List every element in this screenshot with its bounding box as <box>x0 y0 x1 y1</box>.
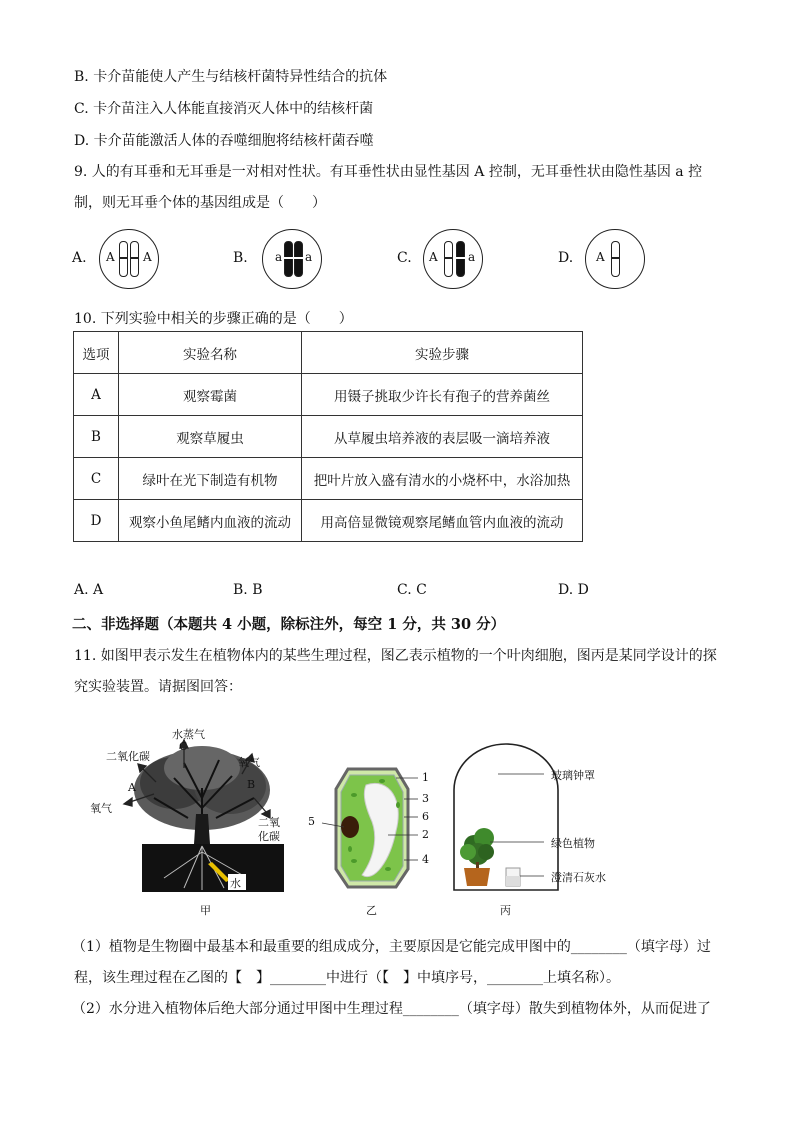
q9-option-c-cell <box>423 229 483 289</box>
q10-answer-a: A. A <box>74 582 104 598</box>
cell-number-1: 1 <box>422 771 429 784</box>
q11-sub1-line2: 程，该生理过程在乙图的【 】________中进行（【 】中填序号，________上填名称）。 <box>74 970 620 986</box>
q9-option-a-cell <box>99 229 159 289</box>
cell-number-3: 3 <box>422 792 429 805</box>
gene-right: a <box>305 250 313 264</box>
figure-jia <box>84 728 294 918</box>
q8-option-d: D. 卡介苗能激活人体的吞噬细胞将结核杆菌吞噬 <box>74 133 374 149</box>
q9-option-c-label: C. <box>397 250 412 266</box>
table-cell: C <box>74 458 119 500</box>
caption-bing: 丙 <box>500 904 511 917</box>
q10-stem: 10. 下列实验中相关的步骤正确的是（ ） <box>74 311 353 327</box>
caption-jia: 甲 <box>200 904 211 917</box>
cell-number-4: 4 <box>422 853 429 866</box>
table-cell: 用镊子挑取少许长有孢子的营养菌丝 <box>302 374 583 416</box>
q10-answer-d: D. D <box>558 582 589 598</box>
chromosome-left <box>284 241 293 277</box>
label-oxygen-right: 氧气 <box>238 756 260 769</box>
bell-jar-illustration <box>448 740 568 892</box>
label-co2-right-1: 二氧 <box>258 816 280 829</box>
figure-yi <box>304 765 440 920</box>
q9-stem-line2: 制，则无耳垂个体的基因组成是（ ） <box>74 195 326 211</box>
table-cell: 观察小鱼尾鳍内血液的流动 <box>119 500 302 542</box>
table-row <box>74 458 583 500</box>
q10-answer-c: C. C <box>397 582 427 598</box>
gene-left: a <box>275 250 283 264</box>
q11-sub2-line1: （2）水分进入植物体后绝大部分通过甲图中生理过程________（填字母）散失到植物体外，从而促进了 <box>72 1001 711 1017</box>
q9-stem-line1: 9. 人的有耳垂和无耳垂是一对相对性状。有耳垂性状由显性基因 A 控制，无耳垂性状由隐性基因 a 控 <box>74 164 703 180</box>
q10-table <box>73 331 583 542</box>
gene-right: a <box>468 250 476 264</box>
figure-bing <box>448 740 628 918</box>
table-cell: 把叶片放入盛有清水的小烧杯中，水浴加热 <box>302 458 583 500</box>
gene-left: A <box>106 250 115 264</box>
q8-option-b: B. 卡介苗能使人产生与结核杆菌特异性结合的抗体 <box>74 69 388 85</box>
label-co2-left: 二氧化碳 <box>106 750 150 763</box>
table-header-row <box>74 332 583 374</box>
gene-left: A <box>429 250 438 264</box>
q11-stem-line1: 11. 如图甲表示发生在植物体内的某些生理过程，图乙表示植物的一个叶肉细胞，图丙是某同学设计的探 <box>74 648 717 664</box>
table-row <box>74 500 583 542</box>
label-co2-right-2: 化碳 <box>258 830 280 843</box>
table-cell: D <box>74 500 119 542</box>
table-header: 实验步骤 <box>302 332 583 374</box>
chromosome-right <box>294 241 303 277</box>
q9-option-b-label: B. <box>233 250 248 266</box>
chromosome-right <box>130 241 139 277</box>
q9-option-a-label: A. <box>72 250 87 266</box>
table-cell: 从草履虫培养液的表层吸一滴培养液 <box>302 416 583 458</box>
gene-left: A <box>596 250 605 264</box>
q8-option-c: C. 卡介苗注入人体能直接消灭人体中的结核杆菌 <box>74 101 374 117</box>
table-cell: 观察霉菌 <box>119 374 302 416</box>
leaf-cell-illustration <box>304 765 440 895</box>
label-water-vapor: 水蒸气 <box>172 728 205 741</box>
q9-option-d-cell <box>585 229 645 289</box>
q9-option-d-label: D. <box>558 250 574 266</box>
table-header: 实验名称 <box>119 332 302 374</box>
table-row <box>74 374 583 416</box>
table-cell: 用高倍显微镜观察尾鳍血管内血液的流动 <box>302 500 583 542</box>
q11-stem-line2: 究实验装置。请据图回答： <box>74 679 242 695</box>
cell-number-6: 6 <box>422 810 429 823</box>
q11-sub1-line1: （1）植物是生物圈中最基本和最重要的组成成分，主要原因是它能完成甲图中的________（填字母）过 <box>72 939 711 955</box>
gene-right: A <box>143 250 152 264</box>
label-a: A <box>128 781 136 794</box>
chromosome-single <box>611 241 620 277</box>
chromosome-right <box>456 241 465 277</box>
table-header: 选项 <box>74 332 119 374</box>
label-oxygen-left: 氧气 <box>90 802 112 815</box>
chromosome-left <box>119 241 128 277</box>
caption-yi: 乙 <box>366 904 377 917</box>
label-green-plant: 绿色植物 <box>551 837 595 850</box>
table-cell: B <box>74 416 119 458</box>
table-cell: A <box>74 374 119 416</box>
table-cell: 观察草履虫 <box>119 416 302 458</box>
cell-number-2: 2 <box>422 828 429 841</box>
label-water: 水 <box>230 877 241 890</box>
label-limewater: 澄清石灰水 <box>551 871 606 884</box>
q10-answer-b: B. B <box>233 582 263 598</box>
label-bell-jar: 玻璃钟罩 <box>551 769 595 782</box>
q9-option-b-cell <box>262 229 322 289</box>
table-row <box>74 416 583 458</box>
cell-number-5: 5 <box>308 815 315 828</box>
label-b: B <box>247 778 256 791</box>
chromosome-left <box>444 241 453 277</box>
section-title: 二、非选择题（本题共 4 小题，除标注外，每空 1 分，共 30 分） <box>72 616 506 633</box>
label-c: C <box>179 740 188 753</box>
table-cell: 绿叶在光下制造有机物 <box>119 458 302 500</box>
